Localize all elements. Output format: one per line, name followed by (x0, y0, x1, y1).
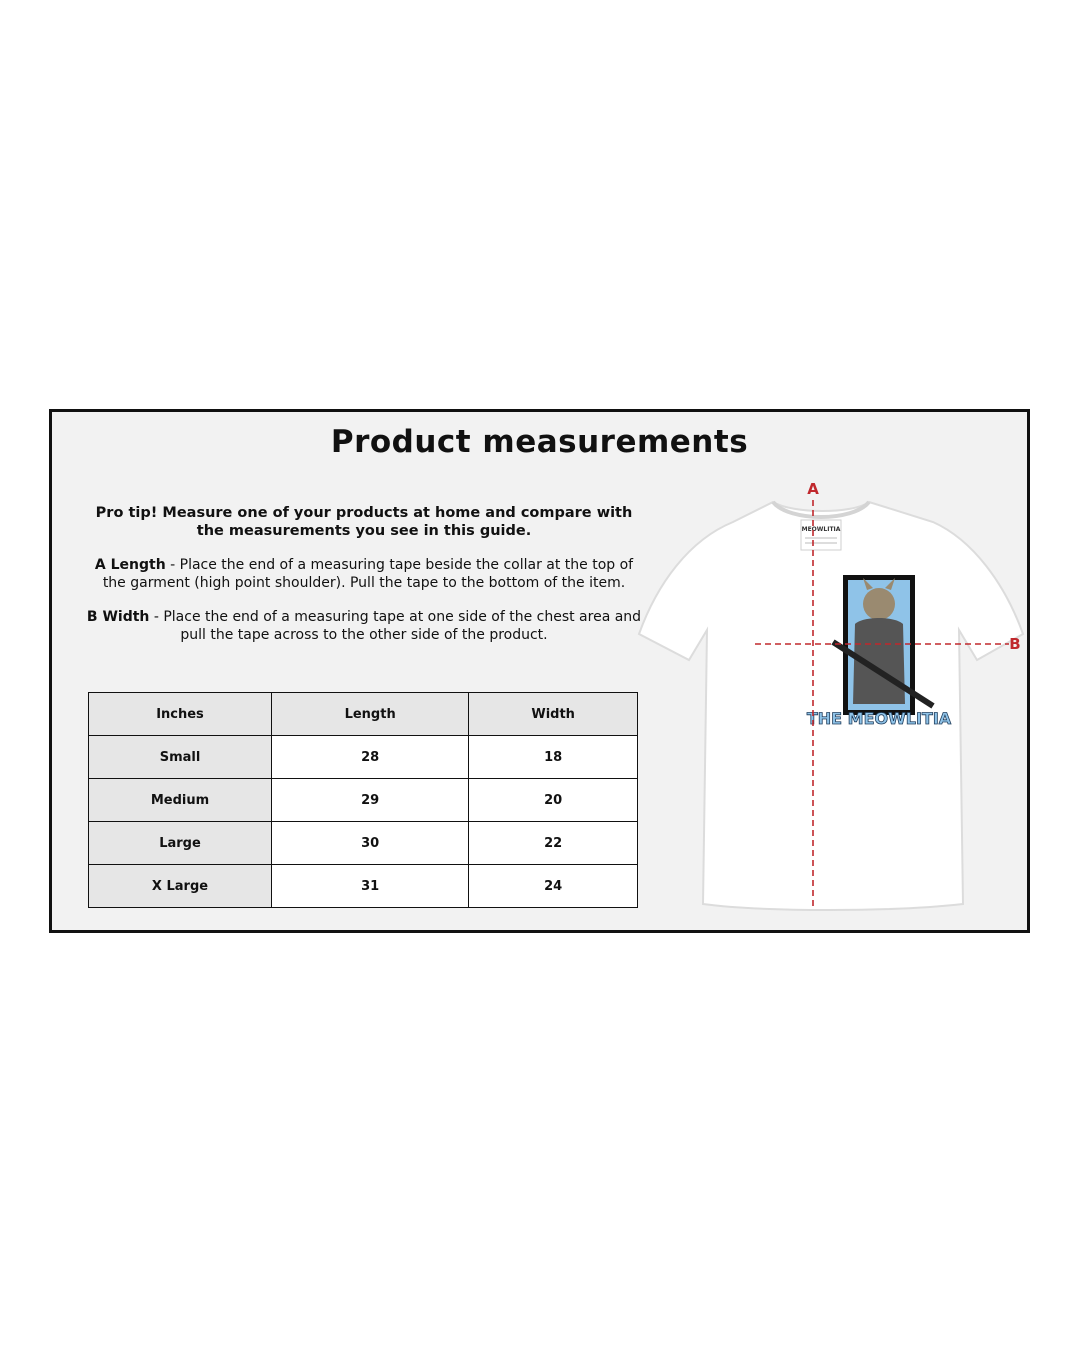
width-cell: 24 (469, 865, 638, 908)
tshirt-shape (639, 502, 1023, 910)
table-row (89, 865, 638, 908)
marker-a: A (807, 480, 819, 498)
neck-label (801, 520, 841, 550)
length-instruction (82, 556, 646, 592)
size-cell: X Large (89, 865, 272, 908)
table-row (89, 822, 638, 865)
table-header-row (89, 693, 638, 736)
header-width: Width (469, 693, 638, 736)
page-title: Product measurements (330, 424, 749, 460)
size-cell: Small (89, 736, 272, 779)
length-cell: 28 (272, 736, 469, 779)
length-cell: 30 (272, 822, 469, 865)
size-chart-table (88, 692, 638, 908)
width-cell: 18 (469, 736, 638, 779)
length-cell: 29 (272, 779, 469, 822)
measuring-tips (82, 504, 646, 660)
marker-b: B (1009, 635, 1021, 653)
measurements-card (49, 409, 1030, 933)
graphic-title-text: THE MEOWLITIA (806, 709, 952, 728)
width-cell: 22 (469, 822, 638, 865)
width-cell: 20 (469, 779, 638, 822)
table-row (89, 736, 638, 779)
width-text: - Place the end of a measuring tape at one side of the chest area and pull the tape across to the other side of the product. (149, 609, 642, 643)
length-label: A Length (94, 557, 166, 573)
cat-head-shape (863, 588, 895, 620)
neck-label-text: MEOWLITIA (801, 526, 841, 533)
size-cell: Medium (89, 779, 272, 822)
size-cell: Large (89, 822, 272, 865)
width-label: B Width (86, 609, 150, 625)
header-inches: Inches (89, 693, 272, 736)
width-instruction (82, 608, 646, 644)
length-text: - Place the end of a measuring tape beside the collar at the top of the garment (high point shoulder). Pull the tape to the bottom of the item. (102, 557, 634, 591)
tshirt-diagram (633, 474, 1027, 914)
table-row (89, 779, 638, 822)
header-length: Length (272, 693, 469, 736)
length-cell: 31 (272, 865, 469, 908)
pro-tip-text: Pro tip! Measure one of your products at home and compare with the measurements you see in this guide. (95, 505, 633, 539)
